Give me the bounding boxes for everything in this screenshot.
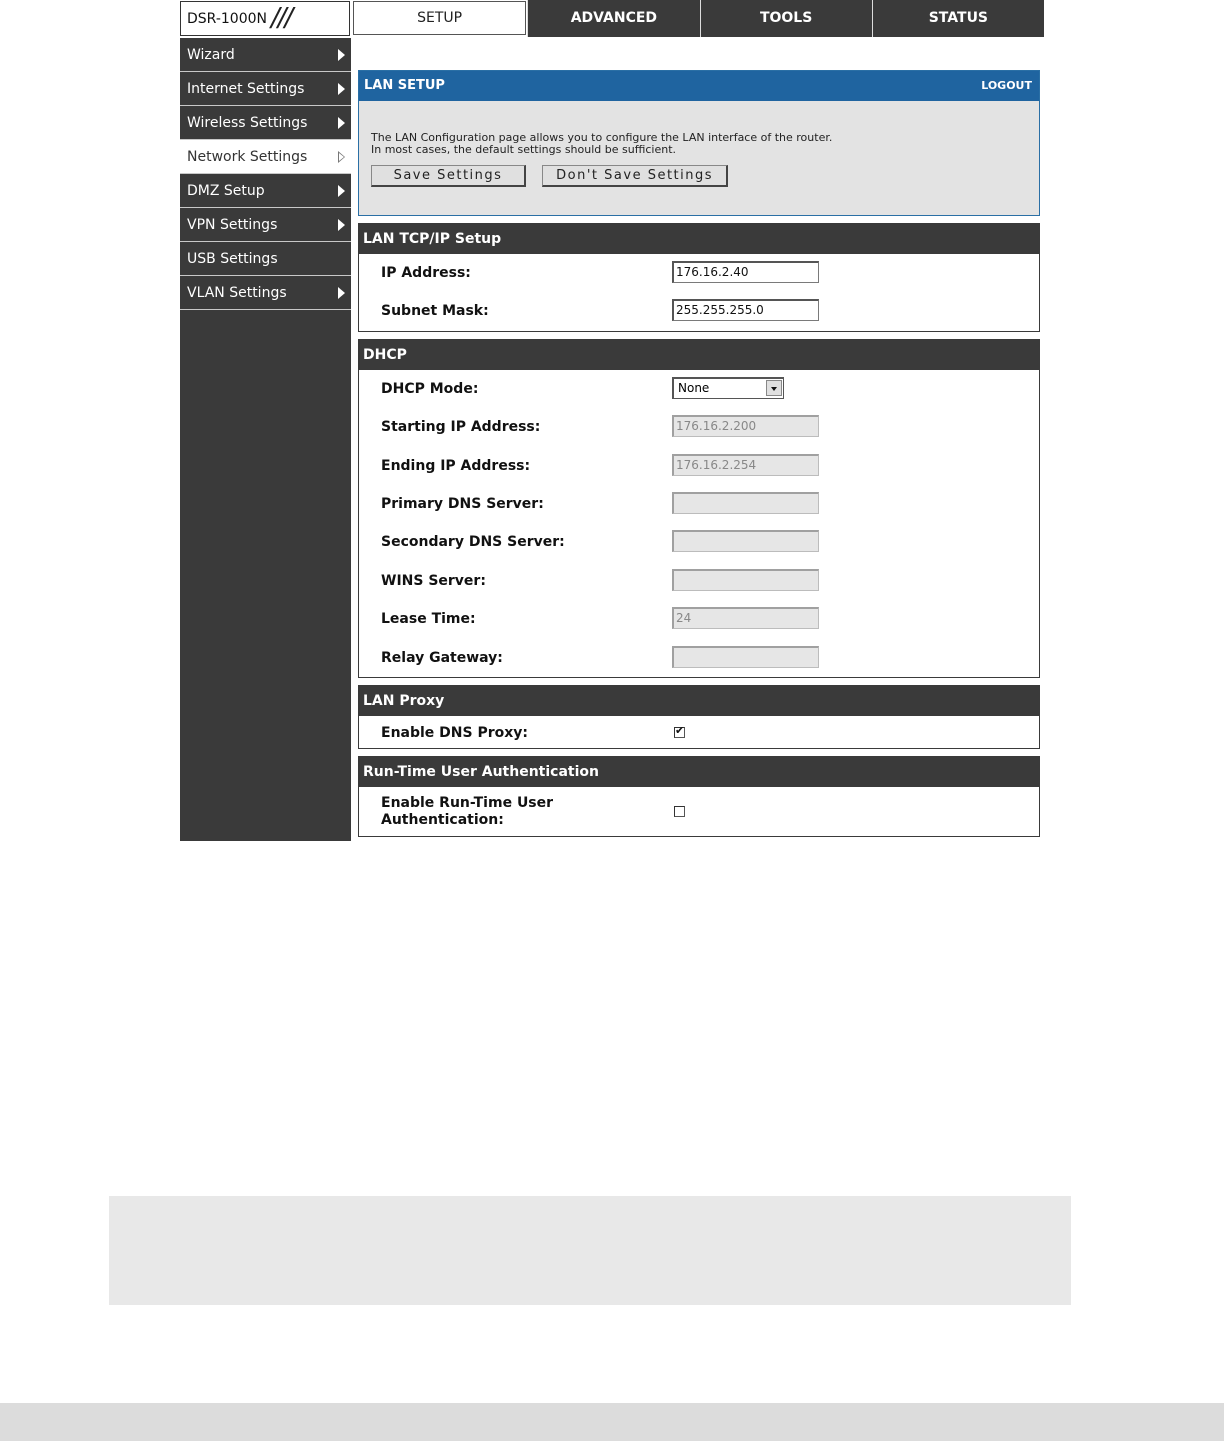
grey-band <box>109 1196 1071 1305</box>
lan-tcpip-section <box>358 223 1040 332</box>
subnet-mask-row <box>359 292 1039 330</box>
sidebar-item-label: USB Settings <box>187 251 278 267</box>
relay-gateway-input[interactable] <box>672 646 819 668</box>
page-description <box>371 132 1039 156</box>
sidebar-item-label: DMZ Setup <box>187 183 265 199</box>
primary-dns-input[interactable] <box>672 492 819 514</box>
starting-ip-input[interactable]: 176.16.2.200 <box>672 415 819 437</box>
wins-server-input[interactable] <box>672 569 819 591</box>
runtime-auth-row <box>359 787 1039 836</box>
runtime-auth-section <box>358 756 1040 837</box>
ip-address-input[interactable]: 176.16.2.40 <box>672 261 819 283</box>
arrow-right-icon <box>338 117 345 129</box>
top-bar <box>180 0 1044 38</box>
arrow-right-outline-icon <box>338 151 345 163</box>
ending-ip-input[interactable]: 176.16.2.254 <box>672 454 819 476</box>
dhcp-mode-label: DHCP Mode: <box>381 380 479 397</box>
sidebar-item-usb-settings[interactable] <box>180 242 351 276</box>
sidebar-item-label: Wireless Settings <box>187 115 308 131</box>
dhcp-section <box>358 339 1040 678</box>
secondary-dns-row <box>359 523 1039 561</box>
secondary-dns-label: Secondary DNS Server: <box>381 534 565 551</box>
lan-setup-header <box>359 71 1039 101</box>
dns-proxy-label: Enable DNS Proxy: <box>381 724 528 741</box>
sidebar-item-wireless-settings[interactable] <box>180 106 351 140</box>
tab-tools[interactable]: TOOLS <box>700 0 872 37</box>
sidebar-item-dmz-setup[interactable] <box>180 174 351 208</box>
dns-proxy-row <box>359 716 1039 748</box>
runtime-auth-label-line: Authentication: <box>381 811 504 828</box>
ending-ip-label: Ending IP Address: <box>381 457 531 474</box>
tab-setup[interactable]: SETUP <box>353 1 526 35</box>
relay-gateway-row <box>359 639 1039 677</box>
runtime-auth-checkbox[interactable] <box>674 806 685 817</box>
tab-status[interactable]: STATUS <box>872 0 1044 37</box>
ip-address-row <box>359 254 1039 292</box>
logo-slashes-icon: /// <box>271 3 292 33</box>
description-line: In most cases, the default settings should be sufficient. <box>371 143 676 156</box>
subnet-mask-label: Subnet Mask: <box>381 303 489 320</box>
brand-logo <box>180 1 350 36</box>
secondary-dns-input[interactable] <box>672 530 819 552</box>
sidebar <box>180 38 351 841</box>
lease-time-row <box>359 600 1039 638</box>
sidebar-item-network-settings[interactable] <box>180 140 351 174</box>
sidebar-item-internet-settings[interactable] <box>180 72 351 106</box>
wins-server-row <box>359 562 1039 600</box>
starting-ip-label: Starting IP Address: <box>381 419 541 436</box>
section-title: DHCP <box>359 340 1039 370</box>
sidebar-item-wizard[interactable] <box>180 38 351 72</box>
bottom-band <box>0 1403 1224 1441</box>
arrow-right-icon <box>338 287 345 299</box>
action-buttons <box>371 164 1039 187</box>
model-name: DSR-1000N <box>187 11 267 27</box>
lease-time-input[interactable]: 24 <box>672 607 819 629</box>
arrow-right-icon <box>338 83 345 95</box>
sidebar-item-vlan-settings[interactable] <box>180 276 351 310</box>
primary-dns-row <box>359 485 1039 523</box>
wins-server-label: WINS Server: <box>381 572 486 589</box>
lan-setup-panel <box>358 70 1040 216</box>
section-title: LAN Proxy <box>359 686 1039 716</box>
lease-time-label: Lease Time: <box>381 611 476 628</box>
dhcp-mode-row <box>359 370 1039 408</box>
relay-gateway-label: Relay Gateway: <box>381 649 503 666</box>
tab-advanced[interactable]: ADVANCED <box>527 0 699 37</box>
arrow-right-icon <box>338 49 345 61</box>
sidebar-item-label: Wizard <box>187 47 235 63</box>
ending-ip-row <box>359 447 1039 485</box>
runtime-auth-label-line: Enable Run-Time User <box>381 794 554 811</box>
arrow-right-icon <box>338 185 345 197</box>
primary-dns-label: Primary DNS Server: <box>381 495 544 512</box>
lan-proxy-section <box>358 685 1040 749</box>
page-title: LAN SETUP <box>364 78 445 93</box>
description-line: The LAN Configuration page allows you to configure the LAN interface of the router. <box>371 131 833 144</box>
sidebar-item-vpn-settings[interactable] <box>180 208 351 242</box>
dns-proxy-checkbox[interactable] <box>674 727 685 738</box>
section-title: Run-Time User Authentication <box>359 757 1039 787</box>
sidebar-item-label: VPN Settings <box>187 217 278 233</box>
main-tabs <box>352 0 1044 37</box>
section-title: LAN TCP/IP Setup <box>359 224 1039 254</box>
arrow-right-icon <box>338 219 345 231</box>
dhcp-mode-select[interactable] <box>672 377 784 399</box>
subnet-mask-input[interactable]: 255.255.255.0 <box>672 299 819 321</box>
dhcp-mode-value: None <box>678 380 710 395</box>
starting-ip-row <box>359 408 1039 446</box>
runtime-auth-label <box>381 795 553 829</box>
sidebar-item-label: Network Settings <box>187 149 308 165</box>
save-settings-button[interactable]: Save Settings <box>371 165 526 187</box>
sidebar-item-label: VLAN Settings <box>187 285 287 301</box>
logout-link[interactable]: LOGOUT <box>981 79 1032 92</box>
main-content <box>358 70 1040 837</box>
dont-save-settings-button[interactable]: Don't Save Settings <box>542 165 728 187</box>
chevron-down-icon[interactable] <box>766 380 782 396</box>
ip-address-label: IP Address: <box>381 265 471 281</box>
sidebar-item-label: Internet Settings <box>187 81 305 97</box>
